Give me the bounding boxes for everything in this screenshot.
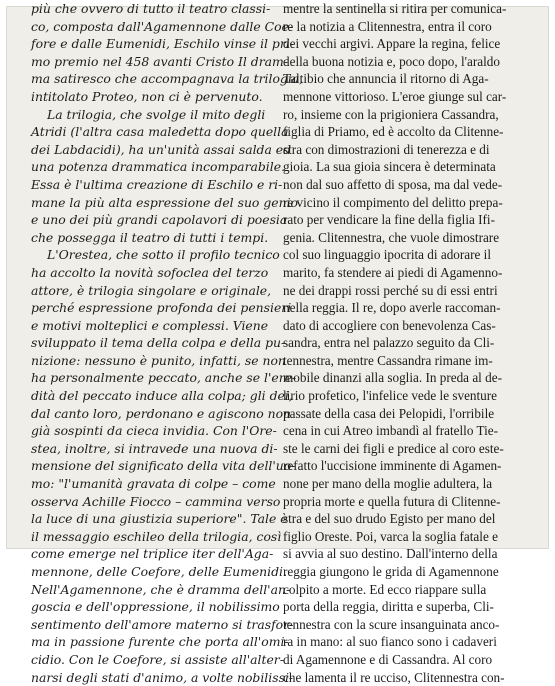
text-line: e motivi molteplici e complessi. Viene <box>31 317 269 333</box>
text-line: dato di accogliere con benevolenza Cas- <box>283 317 496 333</box>
text-line: ne dei drappi rossi perché su di essi entri <box>283 282 498 298</box>
text-line: marito, fa stendere ai piedi di Agamenno- <box>283 264 503 280</box>
text-line: non dal suo affetto di sposa, ma dal vede- <box>283 176 503 192</box>
text-line: si avvia al suo destino. Dall'interno della <box>283 546 498 562</box>
text-line: perché espressione profonda dei pensieri <box>31 300 292 316</box>
text-line: re la notizia a Clitennestra, entra il coro <box>283 18 492 34</box>
text-line: nizione: nessuno è punito, infatti, se non <box>31 352 286 368</box>
text-line: dità del peccato induce alla colpa; gli dei, <box>31 388 293 404</box>
text-line: genia. Clitennestra, che vuole dimostrare <box>283 229 500 245</box>
text-line: intitolato Proteo, non ci è pervenuto. <box>31 88 263 104</box>
text-line: L'Orestea, che sotto il profilo tecnico <box>47 247 280 263</box>
text-line: già sospinti da cieca invidia. Con l'Ore- <box>31 423 277 439</box>
text-line: mensione del significato della vita dell'uo- <box>31 458 296 474</box>
text-line: Taltibio che annuncia il ritorno di Aga- <box>283 71 489 87</box>
text-line: mo: "l'umanità gravata di colpe – come <box>31 476 276 492</box>
text-line: ra in mano: al suo fianco sono i cadaveri <box>283 634 497 650</box>
text-line: co, composta dall'Agamennone dalle Coe- <box>31 18 294 34</box>
text-line: figlio Oreste. Poi, varca la soglia fatale e <box>283 528 498 544</box>
text-line: mennone vittorioso. L'eroe giunge sul car- <box>283 88 507 104</box>
text-line: passate della casa dei Pelopidi, l'orribile <box>283 405 495 421</box>
text-line: gioia. La sua gioia sincera è determinata <box>283 159 496 175</box>
text-line: figlia di Priamo, ed è accolto da Clitenne- <box>283 124 504 140</box>
text-line: col suo linguaggio ipocrita di adorare il <box>283 247 492 263</box>
text-line: tennestra con la scure insanguinata anco- <box>283 616 500 632</box>
text-line: la luce di una giustizia superiore". Tale è <box>31 511 288 527</box>
text-line: dei Labdacidi), ha un'unità assai salda ed <box>31 141 292 157</box>
text-line: colpito a morte. Ed ecco riappare sulla <box>283 581 487 597</box>
text-line: mennone, delle Coefore, delle Eumenidi. <box>31 564 287 579</box>
text-line: sentimento dell'amore materno si trasfor- <box>31 616 294 632</box>
text-line: Nell'Agamennone, che è dramma dell'an- <box>31 581 291 597</box>
text-line: mane la più alta espressione del suo genio <box>31 194 298 210</box>
text-line: ma satiresco che accompagnava la trilogia, <box>31 71 304 87</box>
text-line: none per mano della moglie adultera, la <box>283 476 493 492</box>
text-line: attore, è trilogia singolare e originale, <box>31 282 272 298</box>
text-line: narsi degli stati d'animo, a volte nobilissi- <box>31 669 294 685</box>
text-line: nella reggia. Il re, dopo averle raccoman- <box>283 300 501 316</box>
scanned-page <box>6 1 549 685</box>
text-line: goscia e dell'oppressione, il nobilissimo <box>31 599 280 615</box>
text-line: reggia giungono le grida di Agamennone <box>283 564 499 579</box>
text-line: stra con dimostrazioni di tenerezza e di <box>283 141 490 157</box>
text-line: cena in cui Atreo imbandì al fratello Tie- <box>283 423 498 439</box>
text-line: mentre la sentinella si ritira per comunica- <box>283 1 507 16</box>
text-line: ha accolto la novità sofoclea del terzo <box>31 264 269 280</box>
text-line: di Agamennone e di Cassandra. Al coro <box>283 651 493 667</box>
left-text-column <box>31 0 304 686</box>
text-line: della buona notizia e, poco dopo, l'araldo <box>283 53 500 69</box>
text-line: sandra, entra nel palazzo seguito da Cli- <box>283 335 495 351</box>
text-line: una potenza drammatica incomparabile. <box>31 159 286 175</box>
text-line: dei vecchi argivi. Appare la regina, felice <box>283 36 501 52</box>
text-line: mo premio nel 458 avanti Cristo Il dram- <box>31 53 288 69</box>
text-line: come emerge nel triplice iter dell'Aga- <box>31 546 274 562</box>
text-line: dal canto loro, perdonano e agiscono non <box>31 405 292 421</box>
text-line: re vicino il compimento del delitto prepa- <box>283 194 503 210</box>
text-line: e uno dei più grandi capolavori di poesia <box>31 212 288 228</box>
text-line: tennestra, mentre Cassandra rimane im- <box>283 352 493 368</box>
text-line: stea, inoltre, si intravede una nuova di- <box>31 440 278 456</box>
text-line: refatto l'uccisione imminente di Agamen- <box>283 458 502 474</box>
text-line: sviluppato il tema della colpa e della pu- <box>31 335 286 351</box>
text-line: stra e del suo drudo Egisto per mano del <box>283 511 496 527</box>
text-line: rato per vendicare la fine della figlia Ifi- <box>283 212 495 228</box>
text-line: ste le carni dei figli e predice al coro este- <box>283 440 504 456</box>
text-line: ma in passione furente che porta all'omi- <box>31 634 289 650</box>
text-line: mobile dinanzi alla soglia. In preda al de- <box>283 370 502 386</box>
text-line: osserva Achille Fiocco – cammina verso <box>31 493 281 509</box>
text-line: che lamenta il re ucciso, Clitennestra con- <box>283 669 505 685</box>
text-line: cidio. Con le Coefore, si assiste all'alter- <box>31 651 284 667</box>
text-line: lirio profetico, l'infelice vede le sventure <box>283 388 498 404</box>
text-line: più che ovvero di tutto il teatro classi- <box>31 1 271 16</box>
text-line: che posseggа il teatro di tutti i tempi. <box>31 229 269 245</box>
text-line: porta della reggia, diritta e superba, Cli- <box>283 599 494 615</box>
text-line: propria morte e quella futura di Clitenne- <box>283 493 501 509</box>
text-line: Atridi (l'altra casa maledetta dopo quella <box>31 124 289 140</box>
text-line: ha personalmente peccato, anche se l'ere- <box>31 370 297 386</box>
right-text-column <box>283 0 531 686</box>
text-line: il messaggio eschileo della trilogia, così <box>31 528 282 544</box>
text-line: fore e dalle Eumenidi, Eschilo vinse il pri- <box>31 36 294 52</box>
text-line: Essa è l'ultima creazione di Eschilo e ri- <box>31 176 283 192</box>
text-line: ro, insieme con la prigioniera Cassandra, <box>283 106 499 122</box>
text-line: La trilogia, che svolge il mito degli <box>47 106 266 122</box>
